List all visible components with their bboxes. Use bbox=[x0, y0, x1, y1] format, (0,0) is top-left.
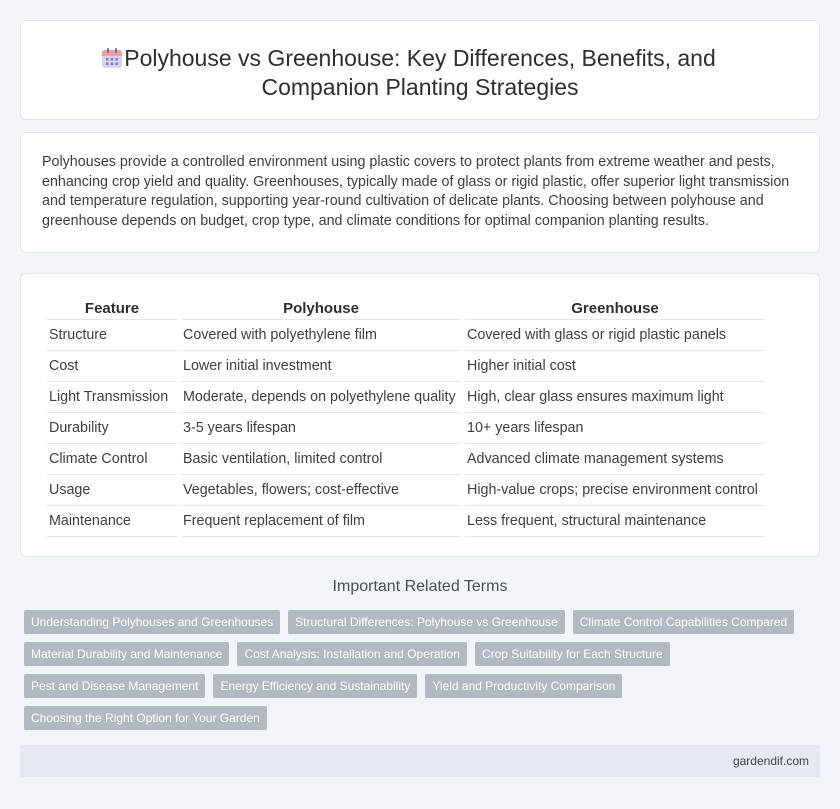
table-row bbox=[47, 444, 765, 475]
table-cell: Higher initial cost bbox=[465, 351, 765, 382]
table-cell: Light Transmission bbox=[47, 382, 177, 413]
table-cell: Covered with glass or rigid plastic panels bbox=[465, 320, 765, 351]
table-cell: Vegetables, flowers; cost-effective bbox=[181, 475, 461, 506]
related-term-tag[interactable]: Cost Analysis: Installation and Operation bbox=[237, 642, 466, 666]
table-cell: Covered with polyethylene film bbox=[181, 320, 461, 351]
header-card bbox=[20, 20, 820, 120]
table-cell: Advanced climate management systems bbox=[465, 444, 765, 475]
table-row bbox=[47, 413, 765, 444]
related-terms-list bbox=[24, 610, 814, 738]
page-title bbox=[21, 44, 819, 102]
table-cell: Moderate, depends on polyethylene quality bbox=[181, 382, 461, 413]
intro-card bbox=[20, 132, 820, 253]
table-cell: Lower initial investment bbox=[181, 351, 461, 382]
table-cell: Maintenance bbox=[47, 506, 177, 537]
header-greenhouse: Greenhouse bbox=[465, 294, 765, 320]
related-term-tag[interactable]: Yield and Productivity Comparison bbox=[425, 674, 622, 698]
table-cell: 3-5 years lifespan bbox=[181, 413, 461, 444]
table-row bbox=[47, 351, 765, 382]
table-cell: High, clear glass ensures maximum light bbox=[465, 382, 765, 413]
intro-paragraph: Polyhouses provide a controlled environment using plastic covers to protect plants from extreme weather and pests, enhancing crop yield and quality. Greenhouses, typically made of glass or rigid plastic, offer superior light transmission and temperature regulation, supporting year-round cultivation of delicate plants. Choosing between polyhouse and greenhouse depends on budget, crop type, and climate conditions for optimal companion planting results. bbox=[42, 154, 790, 229]
table-cell: Frequent replacement of film bbox=[181, 506, 461, 537]
page-title-line-1: Polyhouse vs Greenhouse: Key Differences, Benefits, and bbox=[124, 45, 716, 71]
related-term-tag[interactable]: Choosing the Right Option for Your Garden bbox=[24, 706, 267, 730]
table-cell: Basic ventilation, limited control bbox=[181, 444, 461, 475]
footer-site-link[interactable]: gardendif.com bbox=[732, 754, 809, 768]
table-header-row bbox=[47, 294, 765, 320]
related-term-tag[interactable]: Understanding Polyhouses and Greenhouses bbox=[24, 610, 280, 634]
comparison-table-card bbox=[20, 273, 820, 557]
table-row bbox=[47, 320, 765, 351]
table-cell: Less frequent, structural maintenance bbox=[465, 506, 765, 537]
related-term-tag[interactable]: Material Durability and Maintenance bbox=[24, 642, 229, 666]
related-terms-heading: Important Related Terms bbox=[332, 578, 508, 595]
page-title-line-2: Companion Planting Strategies bbox=[261, 74, 579, 100]
related-term-tag[interactable]: Pest and Disease Management bbox=[24, 674, 205, 698]
table-row bbox=[47, 475, 765, 506]
comparison-table bbox=[43, 294, 769, 537]
table-cell: High-value crops; precise environment control bbox=[465, 475, 765, 506]
related-term-tag[interactable]: Structural Differences: Polyhouse vs Greenhouse bbox=[288, 610, 565, 634]
table-cell: 10+ years lifespan bbox=[465, 413, 765, 444]
related-term-tag[interactable]: Crop Suitability for Each Structure bbox=[475, 642, 670, 666]
table-cell: Climate Control bbox=[47, 444, 177, 475]
table-cell: Cost bbox=[47, 351, 177, 382]
related-term-tag[interactable]: Climate Control Capabilities Compared bbox=[573, 610, 794, 634]
header-feature: Feature bbox=[47, 294, 177, 320]
table-cell: Structure bbox=[47, 320, 177, 351]
table-row bbox=[47, 506, 765, 537]
header-polyhouse: Polyhouse bbox=[181, 294, 461, 320]
footer bbox=[20, 745, 820, 777]
related-term-tag[interactable]: Energy Efficiency and Sustainability bbox=[213, 674, 417, 698]
table-cell: Durability bbox=[47, 413, 177, 444]
table-cell: Usage bbox=[47, 475, 177, 506]
table-row bbox=[47, 382, 765, 413]
